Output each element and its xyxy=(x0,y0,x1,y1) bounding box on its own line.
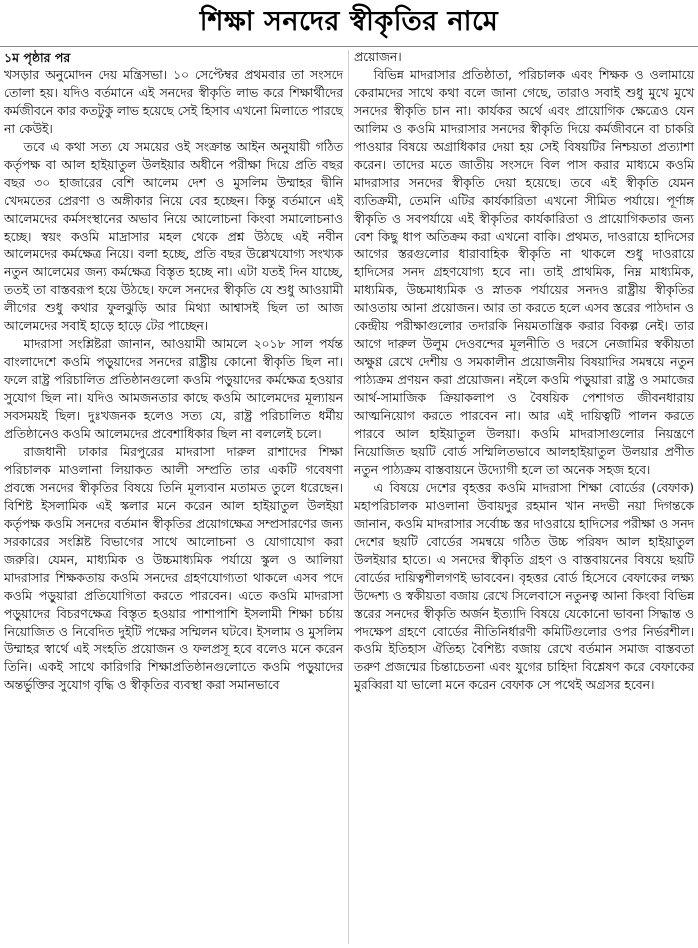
column-divider xyxy=(348,50,349,944)
article-headline: শিক্ষা সনদের স্বীকৃতির নামে xyxy=(199,6,499,37)
paragraph: বিভিন্ন মাদরাসার প্রতিষ্ঠাতা, পরিচালক এবং শিক্ষক ও ওলামায়ে কেরামদের সাথে কথা বলে জানা গেছে, তারাও সবাই শুধু মুখে মুখে সনদের স্বীকৃতি চান না। কার্যকর অর্থে এবং প্রায়োগিক ক্ষেত্রেও যেন আলিম ও কওমি মাদরাসার সনদের স্বীকৃতি দিয়ে কর্মজীবনে বা চাকরি পাওয়ার বিষয়ে অগ্রাধিকার দেয়া হয় সেই বিষয়টির নিশ্চয়তা প্রত্যাশা করেন। তাদের মতে জাতীয় সংসদে বিল পাস করার মাধ্যমে কওমি মাদরাসার সনদের স্বীকৃতি দেয়া হয়েছে। তবে এই স্বীকৃতি যেমন ব্যতিক্রমী, তেমনি এটির কার্যকারিতা এখনো সীমিত পর্যায়ে। পূর্ণাঙ্গ স্বীকৃতি ও সবপর্যায়ে এই স্বীকৃতির কার্যকারিতা ও প্রায়োগিকতার জন্য বেশ কিছু ধাপ অতিক্রম করা এখনো বাকি। প্রথমত, দাওরায়ে হাদিসের আগের স্তরগুলোর ধারাবাহিক স্বীকৃতি না থাকলে শুধু দাওরায়ে হাদিসের সনদ গ্রহণযোগ্য হবে না। তাই প্রাথমিক, নিম্ন মাধ্যমিক, মাধ্যমিক, উচ্চমাধ্যমিক ও স্নাতক পর্যায়ের সনদও রাষ্ট্রীয় স্বীকৃতির আওতায় আনা প্রয়োজন। আর তা করতে হলে এসব স্তরের পাঠদান ও কেন্দ্রীয় পরীক্ষাগুলোর তদারকি নিয়মতান্ত্রিক করার বিকল্প নেই। তার আগে দারুল উলুম দেওবন্দের মূলনীতি ও দরসে নেজামির স্বকীয়তা অক্ষুণ্ণ রেখে দেশীয় ও সমকালীন প্রয়োজনীয় বিষয়াদির সমন্বয়ে নতুন পাঠ্যক্রম প্রণয়ন করা প্রয়োজন। নইলে কওমি পড়ুয়ারা রাষ্ট্র ও সমাজের আর্থ-সামাজিক ক্রিয়াকলাপ ও বৈষয়িক পেশাগত জীবনধারায় আত্মনিয়োগ করতে পারবেন না। আর এই দায়িত্বটি পালন করতে পারবে আল হাইয়াতুল উলয়া। কওমি মাদরাসাগুলোর নিয়ন্ত্রণে নিয়োজিত ছয়টি বোর্ড সম্মিলিতভাবে আলহাইয়াতুল উলয়ার প্রণীত নতুন পাঠ্যক্রম বাস্তবায়নে উদ্যোগী হলে তা অনেক সহজ হবে। xyxy=(354,67,694,477)
paragraph: খসড়ার অনুমোদন দেয় মন্ত্রিসভা। ১০ সেপ্টেম্বর প্রথমবার তা সংসদে তোলা হয়। যদিও বর্তমানে এই সনদের স্বীকৃতি লাভ করে শিক্ষার্থীদের কর্মজীবনে কার কতটুকু লাভ হয়েছে সেই হিসাব এখনো মিলাতে পারছে না কেউই। xyxy=(4,67,343,136)
headline-rule xyxy=(0,46,698,47)
paragraph: রাজধানী ঢাকার মিরপুরের মাদরাসা দারুল রাশাদের শিক্ষা পরিচালক মাওলানা লিয়াকত আলী সম্প্রতি তার একটি গবেষণা প্রবন্ধে সনদের স্বীকৃতির বিষয়ে তিনি মূল্যবান মতামত তুলে ধরেছেন। বিশিষ্ট ইসলামিক এই স্কলার মনে করেন আল হাইয়াতুল উলইয়া কর্তৃপক্ষ কওমি সনদের বর্তমান স্বীকৃতির প্রয়োগক্ষেত্র সম্প্রসারণের জন্য সরকারের সংশ্লিষ্ট বিভাগের সাথে আলোচনা ও যোগাযোগ করা জরুরি। যেমন, মাধ্যমিক ও উচ্চমাধ্যমিক পর্যায়ে স্কুল ও আলিয়া মাদরাসার শিক্ষকতায় কওমি সনদের গ্রহণযোগ্যতা থাকলে এসব পদে কওমি পড়ুয়ারা প্রতিযোগিতা করতে পারবেন। এতে কওমি মাদরাসা পড়ুয়াদের বিচরণক্ষেত্র বিস্তৃত হওয়ার পাশাপাশি ইসলামী শিক্ষা চর্চায় নিয়োজিত ও নিবেদিত দুইটি পক্ষের সম্মিলন ঘটবে। ইসলাম ও মুসলিম উম্মাহর স্বার্থে এই সংহতি প্রয়োজন ও ফলপ্রসূ হবে বলেও মনে করেন তিনি। একই সাথে কারিগরি শিক্ষাপ্রতিষ্ঠানগুলোতে কওমি পড়ুয়াদের অন্তর্ভুক্তির সুযোগ বৃদ্ধি ও স্বীকৃতির ব্যবস্থা করা সমানভাবে xyxy=(4,444,343,693)
paragraph: প্রয়োজন। xyxy=(354,50,402,64)
right-column xyxy=(354,49,694,695)
paragraph: তবে এ কথা সত্য যে সময়ের ওই সংক্রান্ত আইন অনুযায়ী গঠিত কর্তৃপক্ষ বা আল হাইয়াতুল উলইয়ার অধীনে পরীক্ষা দিয়ে প্রতি বছর বছর ৩০ হাজারের বেশি আলেম দেশ ও মুসলিম উম্মাহর দ্বীনি খেদমতের প্রেরণা ও অঙ্গীকার নিয়ে বের হচ্ছেন। কিন্তু বর্তমানে এই আলেমদের কর্মসংস্থানের অভাব নিয়ে আলোচনা কিংবা সমালোচনাও হচ্ছে। স্বয়ং কওমি মাদ্রাসার মহল থেকে প্রশ্ন উঠছে এই নবীন আলেমদের কর্মক্ষেত্র নিয়ে। বলা হচ্ছে, প্রতি বছর উল্লেখযোগ্য সংখ্যক নতুন আলেমের জন্য কর্মক্ষেত্র বিস্তৃত হচ্ছে না। এটা যতই দিন যাচ্ছে, ততই তা বাস্তবরূপ হয়ে উঠছে। ফলে সনদের স্বীকৃতি যে শুধু আওয়ামী লীগের শুধু কথার ফুলঝুড়ি আর মিথ্যা আশ্বাসই ছিল তা আজ আলেমদের সবাই হাড়ে হাড়ে টের পাচ্ছেন। xyxy=(4,139,343,334)
paragraph: মাদরাসা সংশ্লিষ্টরা জানান, আওয়ামী আমলে ২০১৮ সাল পর্যন্ত বাংলাদেশে কওমি পড়ুয়াদের সনদের রাষ্ট্রীয় কোনো স্বীকৃতি ছিল না। ফলে রাষ্ট্র পরিচালিত প্রতিষ্ঠানগুলো কওমি পড়ুয়াদের কর্মক্ষেত্র হওয়ার সুযোগ ছিল না। যদিও আমজনতার কাছে কওমি আলেমদের মূল্যায়ন সবসময়ই ছিল। দুঃখজনক হলেও সত্য যে, রাষ্ট্র পরিচালিত ধর্মীয় প্রতিষ্ঠানেও কওমি আলেমদের প্রবেশাধিকার ছিল না বললেই চলে। xyxy=(4,337,343,442)
paragraph: এ বিষয়ে দেশের বৃহত্তর কওমি মাদরাসা শিক্ষা বোর্ডের (বেফাক) মহাপরিচালক মাওলানা উবায়দুর রহমান খান নদভী নয়া দিগন্তকে জানান, কওমি মাদরাসার সর্বোচ্চ স্তর দাওরায়ে হাদিসের পরীক্ষা ও সনদ দেশের ছয়টি বোর্ডের সমন্বয়ে গঠিত উচ্চ পরিষদ আল হাইয়াতুল উলইয়ার হাতে। এ সনদের স্বীকৃতি গ্রহণ ও বাস্তবায়নের বিষয়ে ছয়টি বোর্ডের দায়িত্বশীলগণই ভাববেন। বৃহত্তর বোর্ড হিসেবে বেফাকের লক্ষ্য উদ্দেশ্য ও স্বকীয়তা বজায় রেখে সিলেবাসে নতুনত্ব আনা কিংবা বিভিন্ন স্তরের সনদের স্বীকৃতি অর্জন ইত্যাদি বিষয়ে যেকোনো ভাবনা সিদ্ধান্ত ও পদক্ষেপ গ্রহণে বোর্ডের নীতিনির্ধারণী কমিটিগুলোর ওপর নির্ভরশীল। কওমি ইতিহাস ঐতিহ্য বৈশিষ্ট্য বজায় রেখে বর্তমান সমাজ বাস্তবতা তরুণ প্রজন্মের চিন্তাচেতনা এবং যুগের চাহিদা বিশ্লেষণ করে বেফাকের মুরব্বিরা যা ভালো মনে করেন বেফাক সে পথেই অগ্রসর হবেন। xyxy=(354,480,694,693)
left-column xyxy=(4,49,343,695)
continuation-kicker: ১ম পৃষ্ঠার পর xyxy=(4,50,71,65)
